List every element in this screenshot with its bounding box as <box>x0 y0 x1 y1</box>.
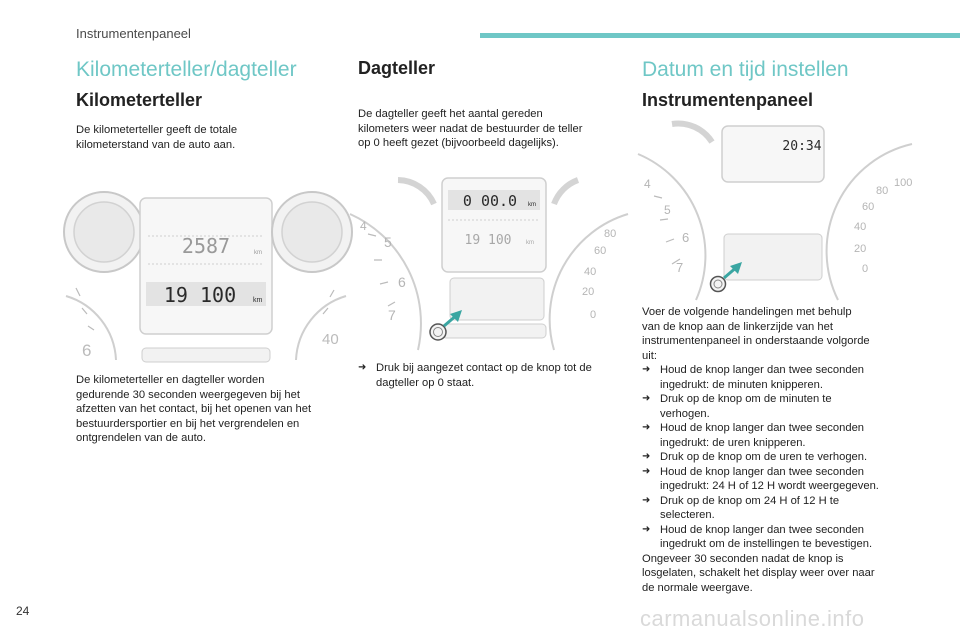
trip-display-value: 2587 <box>181 234 231 258</box>
display-frame <box>140 198 272 334</box>
speedo-label: 60 <box>594 245 607 257</box>
col3-intro-line: instrumentenpaneel in onderstaande volgorde <box>642 335 870 347</box>
trip-display-unit: km <box>254 250 262 256</box>
speedo-label: 60 <box>862 201 875 213</box>
col2-bullet <box>358 361 638 390</box>
bullet-icon: ➜ <box>642 393 651 404</box>
col1-body <box>76 373 346 446</box>
bullet-icon: ➜ <box>642 494 651 506</box>
page-number: 24 <box>16 604 30 618</box>
col3-intro-line: van de knop aan de linkerzijde van het <box>642 320 833 333</box>
step-line: Druk op de knop om de minuten te <box>660 393 832 405</box>
speedo-label: 0 <box>590 309 597 321</box>
trip-display-value: 0 00.0 <box>462 192 518 210</box>
col1-body-line: afzetten van het contact, bij het openen van het <box>76 403 312 415</box>
section-header-bar <box>480 33 960 38</box>
tacho-label: 5 <box>384 234 392 250</box>
col3-title: Datum en tijd instellen <box>642 58 849 81</box>
step-item <box>642 523 912 552</box>
speedo-label: 0 <box>862 263 869 275</box>
col2-bullet-line: dagteller op 0 staat. <box>376 376 475 389</box>
bullet-icon: ➜ <box>642 465 651 477</box>
col1-intro: De kilometerteller geeft de totale kilometerstand van de auto aan. <box>76 124 238 151</box>
step-item <box>642 450 912 465</box>
tacho-label: 7 <box>676 260 684 275</box>
bullet-icon: ➜ <box>642 451 651 462</box>
step-item <box>642 465 912 494</box>
tacho-label: 6 <box>682 230 690 245</box>
col3-outro-line: de normale weergave. <box>642 581 753 594</box>
col3-intro-line: Voer de volgende handelingen met behulp <box>642 306 852 318</box>
clock-knob <box>711 277 726 292</box>
total-display-unit: km <box>526 240 534 246</box>
bullet-icon: ➜ <box>642 523 651 535</box>
step-line: Houd de knop langer dan twee seconden <box>660 422 865 434</box>
bullet-icon: ➜ <box>642 422 651 433</box>
col2-bullet-line: Druk bij aangezet contact op de knop tot de <box>376 362 592 374</box>
trip-display-unit: km <box>528 202 536 208</box>
bullet-icon: ➜ <box>642 364 651 375</box>
tacho-label: 4 <box>644 177 651 191</box>
col3-instructions <box>642 305 912 595</box>
speedo-label: 80 <box>604 228 617 240</box>
col3-outro-line: Ongeveer 30 seconden nadat de knop is <box>642 552 844 565</box>
step-item <box>642 363 912 392</box>
col2-intro-line: kilometers weer nadat de bestuurder de teller <box>358 122 583 135</box>
speedo-label: 100 <box>894 177 913 189</box>
step-item <box>642 392 912 421</box>
col2-intro-line: De dagteller geeft het aantal gereden <box>358 108 543 120</box>
step-item <box>642 494 912 523</box>
col1-subtitle: Kilometerteller <box>76 90 203 110</box>
bullet-icon: ➜ <box>358 362 367 373</box>
clock-figure <box>642 124 913 300</box>
col2-intro-line: op 0 heeft gezet (bijvoorbeeld dagelijks). <box>358 137 559 149</box>
col3-outro-line: losgelaten, schakelt het display weer over naar <box>642 567 875 579</box>
tacho-label: 6 <box>398 274 406 290</box>
col1-body-line: De kilometerteller en dagteller worden <box>76 374 265 386</box>
col3-subtitle: Instrumentenpaneel <box>642 90 814 110</box>
clock-display-value: 20:34 <box>782 139 822 154</box>
col3-intro-line: uit: <box>642 349 657 362</box>
step-item <box>642 421 912 450</box>
step-line: selecteren. <box>660 509 715 521</box>
right-dial-number: 40 <box>322 331 339 348</box>
section-header-title: Instrumentenpaneel <box>76 26 191 41</box>
total-display-unit: km <box>253 297 263 304</box>
step-line: ingedrukt: de minuten knipperen. <box>660 378 823 391</box>
tripmeter-figure <box>358 174 620 350</box>
tacho-label: 4 <box>360 219 367 233</box>
speedo-label: 40 <box>584 266 597 278</box>
watermark: carmanualsonline.info <box>640 606 865 631</box>
step-line: ingedrukt om de instellingen te bevestigen. <box>660 538 873 550</box>
tacho-label: 7 <box>388 307 396 323</box>
col1-body-line: bestuurdersportier en bij het vergrendelen en <box>76 417 300 430</box>
total-display-value: 19 100 <box>464 233 512 248</box>
speedo-label: 80 <box>876 185 889 197</box>
speedo-label: 20 <box>854 243 867 255</box>
col2-intro <box>358 107 618 151</box>
step-line: ingedrukt: 24 H of 12 H wordt weergegeven. <box>660 480 879 492</box>
step-line: Houd de knop langer dan twee seconden <box>660 523 865 536</box>
speedo-label: 40 <box>854 221 867 233</box>
col1-body-line: gedurende 30 seconden weergegeven bij het <box>76 388 300 401</box>
tacho-label: 5 <box>664 203 671 217</box>
step-line: Druk op de knop om 24 H of 12 H te <box>660 494 840 507</box>
col1-title: Kilometerteller/dagteller <box>76 58 297 81</box>
display-frame <box>722 126 824 182</box>
odometer-figure <box>76 196 339 360</box>
col1-body-line: ontgrendelen van de auto. <box>76 432 207 444</box>
step-line: Houd de knop langer dan twee seconden <box>660 364 865 376</box>
reset-knob <box>430 324 446 340</box>
left-dial-number: 6 <box>82 341 92 360</box>
col2-title: Dagteller <box>358 58 436 78</box>
total-display-value: 19 100 <box>163 283 237 307</box>
step-line: Houd de knop langer dan twee seconden <box>660 465 865 478</box>
step-line: verhogen. <box>660 407 710 420</box>
step-line: ingedrukt: de uren knipperen. <box>660 436 806 449</box>
step-line: Druk op de knop om de uren te verhogen. <box>660 451 868 463</box>
speedo-label: 20 <box>582 286 595 298</box>
